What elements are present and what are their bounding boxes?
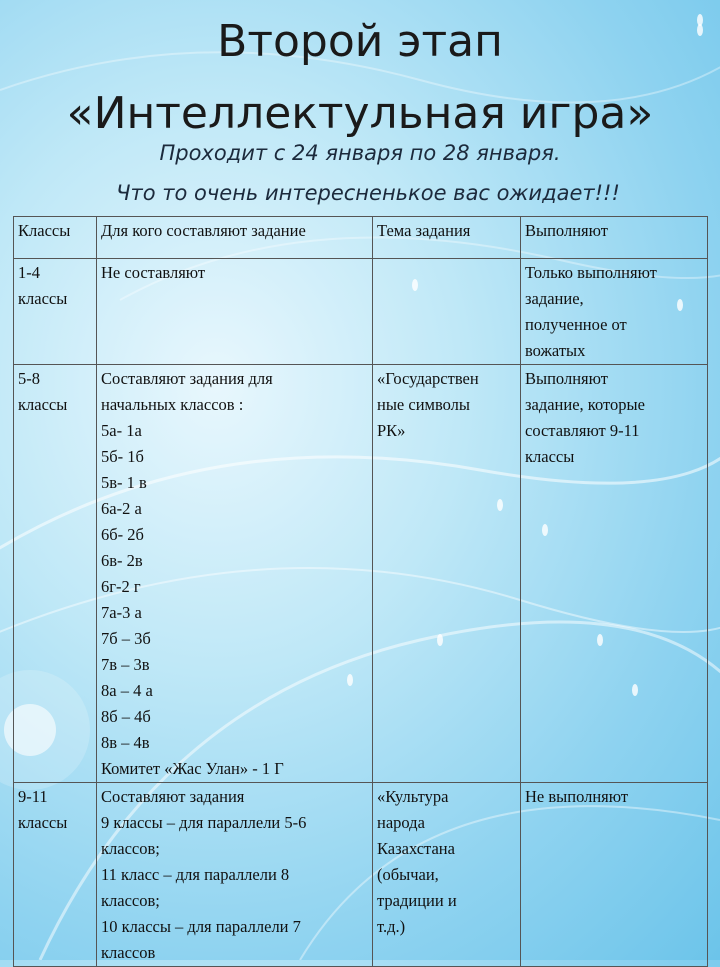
row-performers: Не выполняют <box>521 783 708 967</box>
row-performers: Только выполняют задание, полученное от вожатых <box>521 259 708 365</box>
row-topic: «Государствен ные символы РК» <box>373 365 521 783</box>
row-for-whom: Составляют задания для начальных классов : 5а- 1а 5б- 1б 5в- 1 в 6а-2 а 6б- 2б 6в- 2в 6г-2 г 7а-3 а 7б – 3б 7в – 3в 8а – 4 а 8б – 4б 8в – 4в Комитет «Жас Улан» - 1 Г <box>97 365 373 783</box>
row-classes: 1-4 классы <box>14 259 97 365</box>
row-classes: 5-8 классы <box>14 365 97 783</box>
row-topic: «Культура народа Казахстана (обычаи, традиции и т.д.) <box>373 783 521 967</box>
table-row <box>14 259 708 365</box>
table-header-row <box>14 217 708 259</box>
header-performers: Выполняют <box>521 217 708 259</box>
row-topic <box>373 259 521 365</box>
table-row <box>14 365 708 783</box>
row-performers: Выполняют задание, которые составляют 9-11 классы <box>521 365 708 783</box>
header-classes: Классы <box>14 217 97 259</box>
row-for-whom: Составляют задания 9 классы – для параллели 5-6 классов; 11 класс – для параллели 8 классов; 10 классы – для параллели 7 классов <box>97 783 373 967</box>
row-classes: 9-11 классы <box>14 783 97 967</box>
title-line-1: Второй этап <box>217 16 503 67</box>
header-for-whom: Для кого составляют задание <box>97 217 373 259</box>
subtitle-dates: Проходит с 24 января по 28 января. <box>159 141 561 165</box>
subtitle-teaser: Что то очень интересненькое вас ожидает!!! <box>116 181 620 205</box>
title-line-2: «Интеллектульная игра» <box>66 88 654 139</box>
header-topic: Тема задания <box>373 217 521 259</box>
row-for-whom: Не составляют <box>97 259 373 365</box>
schedule-table <box>13 216 708 967</box>
table-row <box>14 783 708 967</box>
